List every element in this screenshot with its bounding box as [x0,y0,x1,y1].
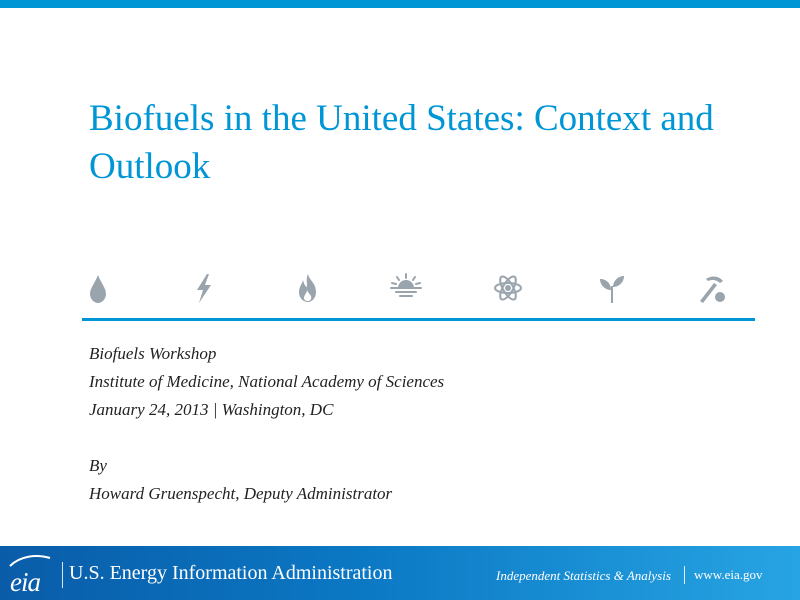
host-institution: Institute of Medicine, National Academy of Sciences [89,372,445,391]
title-divider [82,318,755,321]
footer-divider [62,562,63,588]
organization-name: U.S. Energy Information Administration [69,562,393,584]
energy-icon-row [80,266,760,310]
event-name: Biofuels Workshop [89,344,217,363]
plant-sprout-icon [594,270,630,306]
logo-wordmark: eia [10,567,40,597]
footer-bar [0,546,800,600]
presentation-details [89,340,729,508]
eia-logo [8,554,60,597]
footer-divider [684,566,685,584]
top-accent-bar [0,0,800,8]
date-location: January 24, 2013 | Washington, DC [89,400,334,419]
byline-prefix: By [89,456,107,475]
presenter-name: Howard Gruenspecht, Deputy Administrator [89,484,393,503]
logo-swoosh-icon [8,554,52,568]
mining-pick-icon [694,270,730,306]
water-drop-icon [82,270,118,306]
tagline: Independent Statistics & Analysis [496,568,671,583]
lightning-bolt-icon [186,270,222,306]
flame-icon [290,270,326,306]
atom-icon [490,270,526,306]
website-link[interactable]: www.eia.gov [694,567,763,582]
slide-title: Biofuels in the United States: Context and Outlook [89,98,714,187]
sun-icon [388,270,424,306]
spacer [89,424,729,452]
